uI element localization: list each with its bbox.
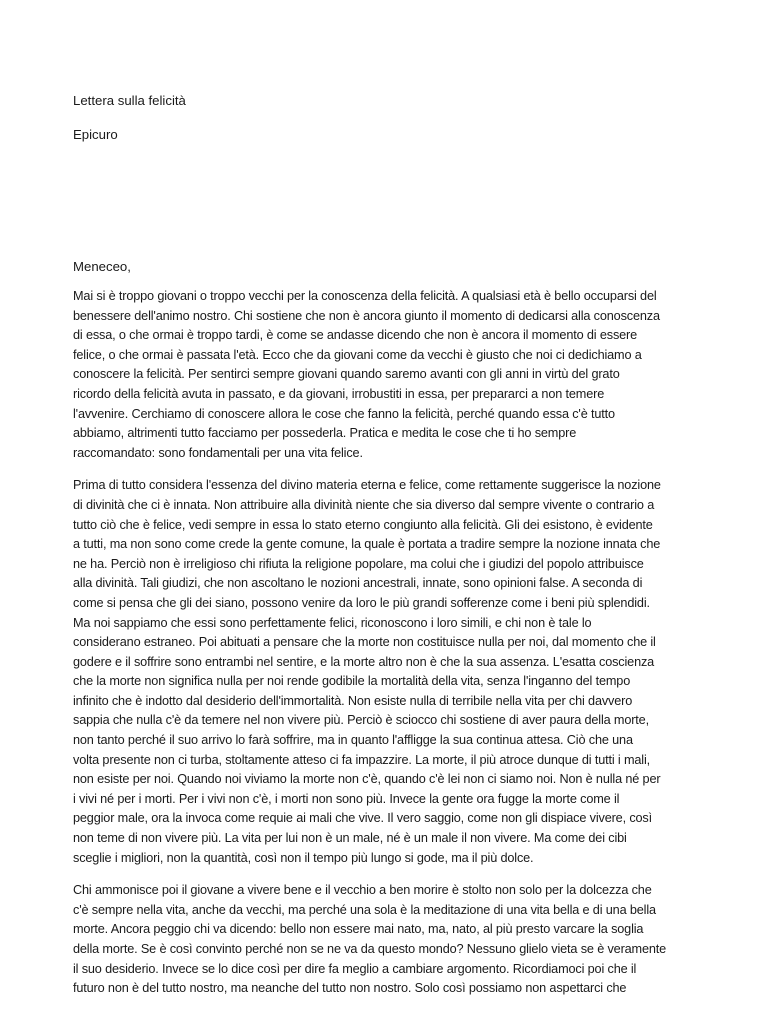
paragraph-line: conoscere la felicità. Per sentirci sempre giovani quando saremo avanti con gli anni in virtù del grato bbox=[73, 367, 620, 382]
paragraph-line: godere e il soffrire sono entrambi nel sentire, e la morte altro non è che la sua assenza. L'esatta coscienza bbox=[73, 654, 655, 669]
paragraph-line: felice, o che ormai è passata l'età. Ecco che da giovani come da vecchi è giusto che noi ci dedichiamo a bbox=[73, 347, 642, 362]
paragraph-line: benessere dell'animo nostro. Chi sostiene che non è ancora giunto il momento di dedicarsi alla conoscenza bbox=[73, 308, 660, 323]
paragraph-line: alla divinità. Tali giudizi, che non ascoltano le nozioni ancestrali, innate, sono opinioni false. A seconda di bbox=[73, 576, 643, 591]
paragraph-line: sappia che nulla c'è da temere nel non vivere più. Perciò è sciocco chi sostiene di aver paura della morte, bbox=[73, 713, 649, 728]
paragraph-line: infinito che è indotto dal desiderio dell'immortalità. Non esiste nulla di terribile nella vita per chi davvero bbox=[73, 693, 633, 708]
paragraph-line: che la morte non significa nulla per noi rende godibile la mortalità della vita, senza l'inganno del tempo bbox=[73, 674, 631, 689]
paragraph-line: della morte. Se è così convinto perché non se ne va da questo mondo? Nessuno glielo vieta se è veramente bbox=[73, 942, 667, 956]
paragraph-line: raccomandato: sono fondamentali per una vita felice. bbox=[73, 445, 363, 460]
paragraph-line: ricordo della felicità avuta in passato, e da giovani, irrobustiti in essa, per prepararci a non temere bbox=[73, 386, 605, 401]
salutation: Meneceo, bbox=[73, 259, 131, 274]
paragraph-line: Mai si è troppo giovani o troppo vecchi per la conoscenza della felicità. A qualsiasi età è bello occuparsi del bbox=[73, 289, 657, 303]
paragraph-line: come si pensa che gli dei siano, possono venire da loro le più grandi sofferenze come i beni più splendidi. bbox=[73, 595, 650, 610]
paragraph bbox=[73, 476, 695, 868]
paragraph-line: morte. Ancora peggio chi va dicendo: bello non essere mai nato, ma, nato, al più presto varcare la soglia bbox=[73, 922, 644, 937]
document-title: Lettera sulla felicità bbox=[73, 93, 186, 108]
paragraph-line: peggior male, ora la invoca come requie ai mali che vive. Il vero saggio, come non gli dispiace vivere, così bbox=[73, 811, 652, 826]
paragraph-line: Prima di tutto considera l'essenza del divino materia eterna e felice, come rettamente suggerisce la nozione bbox=[73, 478, 661, 493]
paragraph-line: tutto ciò che è felice, vedi sempre in essa lo stato eterno congiunto alla felicità. Gli dei esistono, è evidente bbox=[73, 517, 653, 532]
letter-body bbox=[73, 287, 695, 1012]
paragraph-line: a tutti, ma non sono come crede la gente comune, la quale è portata a tradire sempre la nozione innata che bbox=[73, 537, 661, 552]
paragraph-line: volta presente non ci turba, stoltamente atteso ci fa impazzire. La morte, il più atroce dunque di tutti i mali, bbox=[73, 752, 650, 767]
document-page bbox=[73, 0, 695, 1024]
paragraph-line: l'avvenire. Cerchiamo di conoscere allora le cose che fanno la felicità, perché quando essa c'è tutto bbox=[73, 406, 615, 421]
document-author: Epicuro bbox=[73, 127, 118, 142]
paragraph-line: di divinità che ci è innata. Non attribuire alla divinità niente che sia diverso dal sempre vivente o contrario a bbox=[73, 497, 655, 512]
paragraph-line: il suo desiderio. Invece se lo dice così per dire fa meglio a cambiare argomento. Ricordiamoci poi che il bbox=[73, 961, 637, 976]
paragraph-line: Ma noi sappiamo che essi sono perfettamente felici, riconoscono i loro simili, e chi non è tale lo bbox=[73, 615, 592, 630]
paragraph-line: non esiste per noi. Quando noi viviamo la morte non c'è, quando c'è lei non ci siamo noi. Non è nulla né per bbox=[73, 772, 661, 787]
paragraph-line: Chi ammonisce poi il giovane a vivere bene e il vecchio a ben morire è stolto non solo per la dolcezza che bbox=[73, 883, 652, 898]
paragraph-line: abbiamo, altrimenti tutto facciamo per possederla. Pratica e medita le cose che ti ho sempre bbox=[73, 426, 577, 441]
paragraph-line: ne ha. Perciò non è irreligioso chi rifiuta la religione popolare, ma colui che i giudizi del popolo attribuisce bbox=[73, 556, 644, 571]
paragraph bbox=[73, 287, 695, 463]
paragraph bbox=[73, 881, 695, 999]
paragraph-line: i vivi né per i morti. Per i vivi non c'è, i morti non sono più. Invece la gente ora fugge la morte come il bbox=[73, 791, 620, 806]
paragraph-line: futuro non è del tutto nostro, ma neanche del tutto non nostro. Solo così possiamo non aspettarci che bbox=[73, 981, 627, 996]
paragraph-line: sceglie i migliori, non la quantità, così non il tempo più lungo si gode, ma il più dolce. bbox=[73, 850, 534, 865]
paragraph-line: non teme di non vivere più. La vita per lui non è un male, né è un male il non vivere. Ma come dei cibi bbox=[73, 831, 627, 846]
paragraph-line: c'è sempre nella vita, anche da vecchi, ma perché una sola è la meditazione di una vita bella e di una bella bbox=[73, 902, 656, 917]
paragraph-line: considerano estraneo. Poi abituati a pensare che la morte non costituisce nulla per noi, dal momento che il bbox=[73, 635, 656, 650]
paragraph-line: non tanto perché il suo arrivo lo farà soffrire, ma in quanto l'affligge la sua continua attesa. Ciò che una bbox=[73, 733, 633, 748]
paragraph-line: di essa, o che ormai è troppo tardi, è come se andasse dicendo che non è ancora il momento di essere bbox=[73, 328, 638, 343]
